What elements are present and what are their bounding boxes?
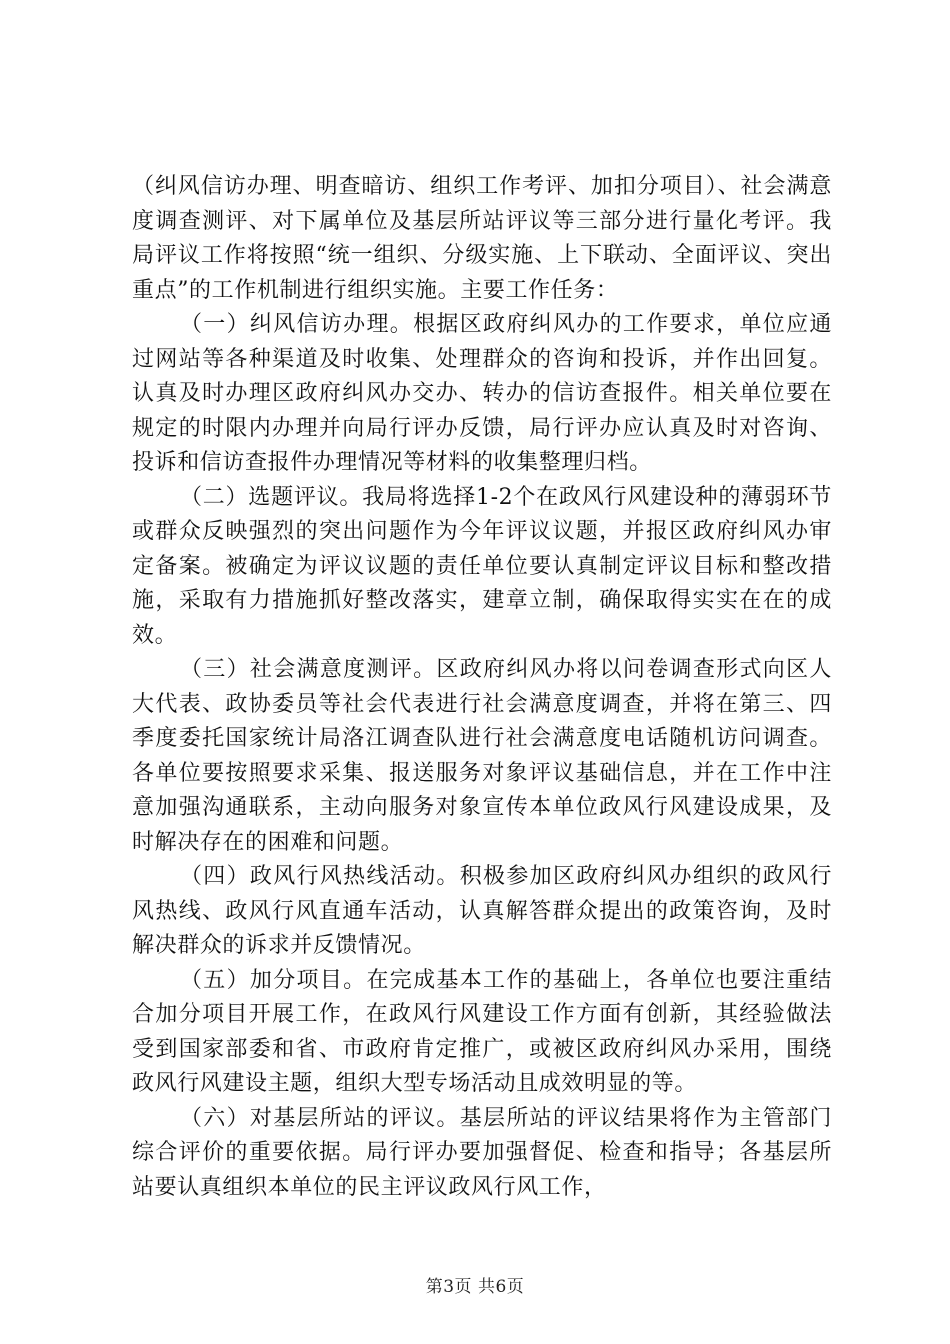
- body-text: [132, 170, 832, 1205]
- paragraph-intro: （纠风信访办理、明查暗访、组织工作考评、加扣分项目）、社会满意度调查测评、对下属单位及基层所站评议等三部分进行量化考评。我局评议工作将按照“统一组织、分级实施、上下联动、全面评议、突出重点”的工作机制进行组织实施。主要工作任务：: [132, 174, 832, 303]
- paragraph-item-6: （六）对基层所站的评议。基层所站的评议结果将作为主管部门综合评价的重要依据。局行评办要加强督促、检查和指导；各基层所站要认真组织本单位的民主评议政风行风工作，: [132, 1105, 832, 1200]
- page-footer: 第3页 共6页: [425, 1277, 525, 1297]
- paragraph-item-2: （二）选题评议。我局将选择1-2个在政风行风建设种的薄弱环节或群众反映强烈的突出问题作为今年评议议题，并报区政府纠风办审定备案。被确定为评议议题的责任单位要认真制定评议目标和整改措施，采取有力措施抓好整改落实，建章立制，确保取得实实在在的成效。: [132, 484, 832, 648]
- paragraph-item-1: （一）纠风信访办理。根据区政府纠风办的工作要求，单位应通过网站等各种渠道及时收集、处理群众的咨询和投诉，并作出回复。认真及时办理区政府纠风办交办、转办的信访查报件。相关单位要在规定的时限内办理并向局行评办反馈，局行评办应认真及时对咨询、投诉和信访查报件办理情况等材料的收集整理归档。: [132, 312, 832, 475]
- paragraph-item-3: （三）社会满意度测评。区政府纠风办将以问卷调查形式向区人大代表、政协委员等社会代表进行社会满意度调查，并将在第三、四季度委托国家统计局洛江调查队进行社会满意度电话随机访问调查。各单位要按照要求采集、报送服务对象评议基础信息，并在工作中注意加强沟通联系，主动向服务对象宣传本单位政风行风建设成果，及时解决存在的困难和问题。: [132, 657, 832, 855]
- paragraph-item-5: （五）加分项目。在完成基本工作的基础上，各单位也要注重结合加分项目开展工作，在政风行风建设工作方面有创新，其经验做法受到国家部委和省、市政府肯定推广，或被区政府纠风办采用，围绕政风行风建设主题，组织大型专场活动且成效明显的等。: [132, 967, 832, 1096]
- paragraph-item-4: （四）政风行风热线活动。积极参加区政府纠风办组织的政风行风热线、政风行风直通车活动，认真解答群众提出的政策咨询，及时解决群众的诉求并反馈情况。: [132, 864, 832, 958]
